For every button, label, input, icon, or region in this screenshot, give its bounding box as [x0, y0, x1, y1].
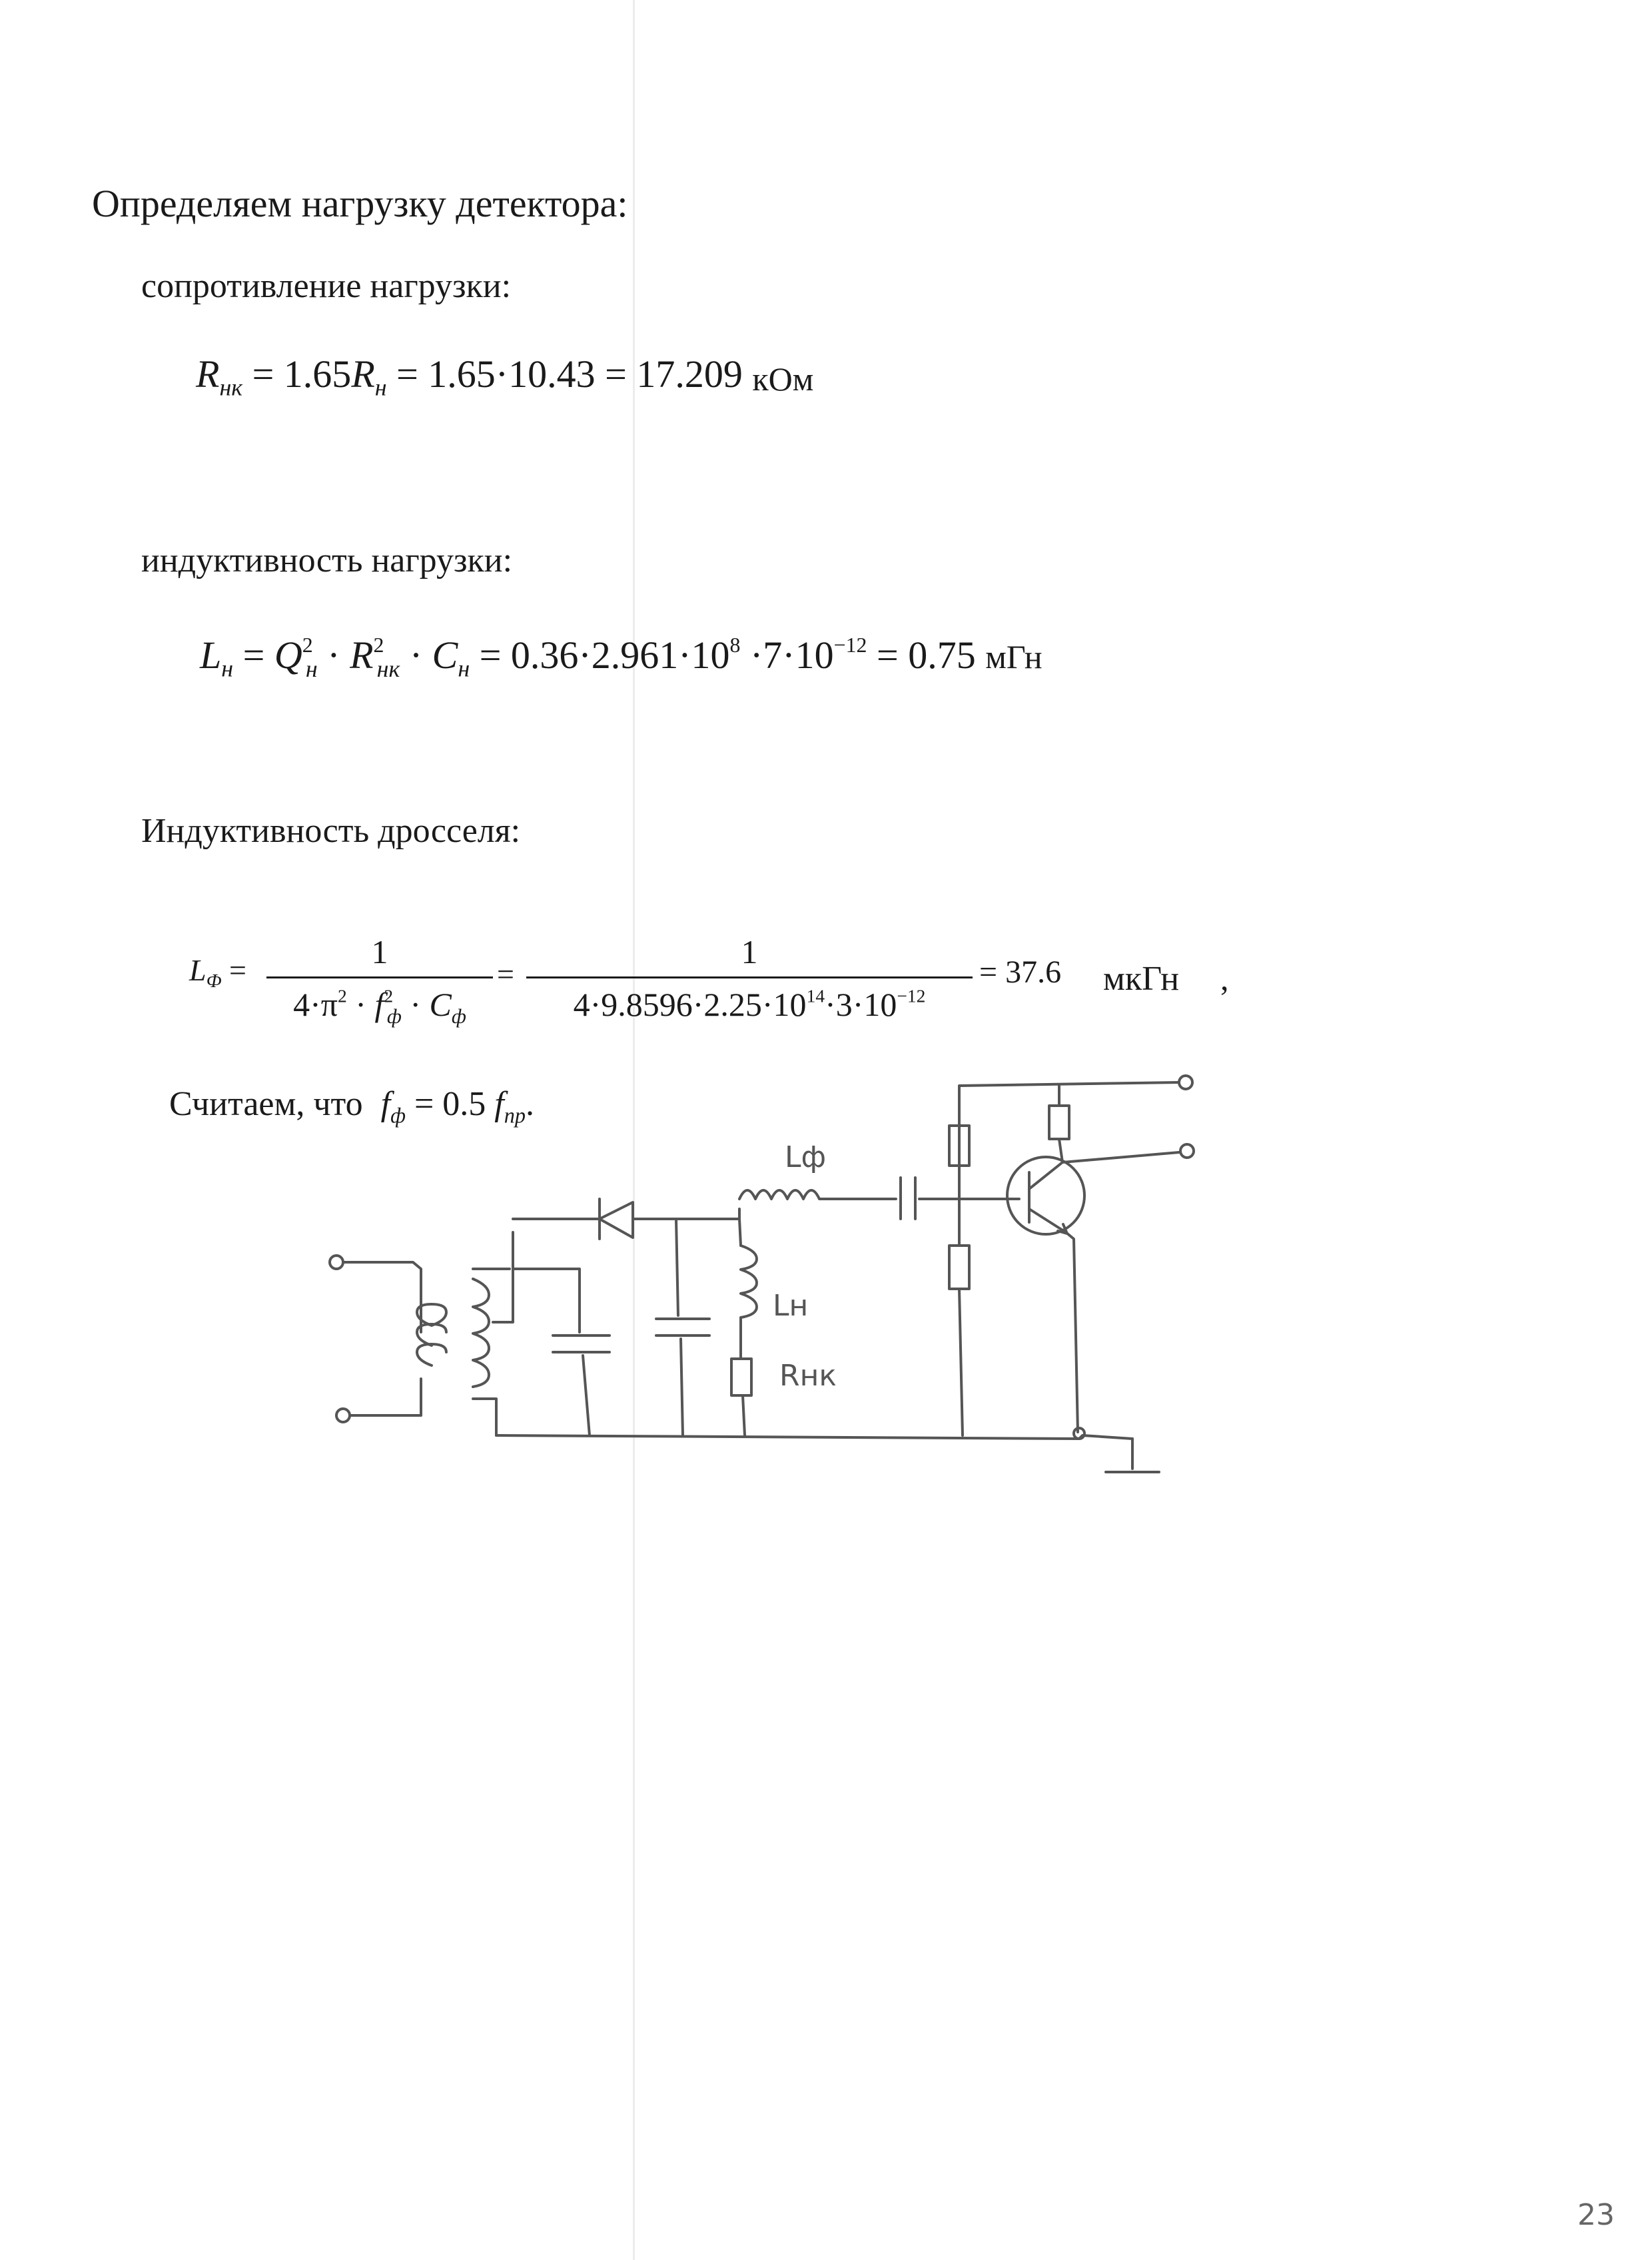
- wire-after-diode: [633, 1209, 739, 1219]
- trailing-comma: ,: [1220, 960, 1229, 997]
- freq-subscript: ф: [390, 1103, 406, 1128]
- eq-equals: =: [497, 957, 514, 991]
- fraction-denominator: $4\cdot\pi^2 \cdot f^2_ф \cdot C_ф$: [293, 985, 466, 1028]
- load-resistor-label: Rнк: [779, 1359, 837, 1393]
- filter-cap-wire: [676, 1219, 678, 1316]
- eq-symbol-q: Q: [274, 633, 302, 677]
- choke-result: = 37.6: [979, 954, 1062, 990]
- eq-subscript: н: [458, 655, 470, 682]
- eq-subscript: нк: [219, 374, 243, 401]
- eq-subscript: Ф: [206, 970, 222, 992]
- eq-superscript: −12: [833, 633, 867, 657]
- unit-label: кОм: [752, 360, 814, 398]
- freq-symbol: f: [494, 1085, 504, 1123]
- eq-subscript: н: [305, 655, 318, 682]
- collector-output-wire: [1059, 1139, 1179, 1162]
- transistor-body: [1007, 1157, 1084, 1234]
- output-terminal-bottom: [1180, 1144, 1194, 1158]
- den-f-sup: 2: [384, 985, 394, 1006]
- ground-bus: [496, 1435, 1132, 1439]
- freq-symbol: f: [380, 1085, 391, 1123]
- input-terminal-bottom: [336, 1409, 350, 1422]
- tank-capacitor: [553, 1335, 610, 1352]
- transistor-electrodes: [1029, 1162, 1066, 1232]
- filter-cap-lead: [681, 1339, 683, 1435]
- bias-top-wire: [959, 1082, 1179, 1199]
- eq-symbol-r: R: [196, 352, 220, 396]
- den-part: 4·π: [293, 986, 338, 1023]
- den-c-sub: ф: [451, 1004, 466, 1028]
- eq-part: = 0.36·2.961·10: [470, 633, 730, 677]
- rn-lead: [743, 1395, 745, 1435]
- eq-symbol-c: C: [432, 633, 458, 677]
- collector-resistor: [1049, 1106, 1069, 1139]
- den-part: ·3·10: [825, 986, 897, 1023]
- input-terminal-top: [330, 1256, 343, 1269]
- eq-symbol-r2: R: [351, 352, 375, 396]
- load-coil: [741, 1246, 757, 1318]
- eq-subscript: н: [221, 655, 234, 682]
- load-inductance-label: индуктивность нагрузки:: [141, 542, 513, 579]
- diode: [600, 1199, 633, 1239]
- emitter-wire: [1066, 1232, 1078, 1432]
- coupling-capacitor: [856, 1178, 959, 1219]
- eq-symbol-r: R: [350, 633, 374, 677]
- fraction-numerator: 1: [371, 933, 388, 970]
- transformer-secondary: [473, 1279, 489, 1387]
- den-exp: −12: [897, 985, 926, 1006]
- eq-equals: =: [242, 633, 265, 677]
- fraction-numerator: 1: [741, 933, 758, 970]
- den-f-sub: ф: [386, 1004, 402, 1028]
- eq-symbol-l: L: [189, 953, 206, 987]
- tank-cap-lead: [583, 1355, 590, 1435]
- coil-leads: [473, 1269, 510, 1435]
- eq-dot: ·: [327, 633, 340, 677]
- choke-label: Lф: [785, 1140, 827, 1174]
- input-wire-bottom: [350, 1379, 421, 1415]
- eq-symbol-l: L: [200, 633, 222, 677]
- assumption-text: Считаем, что: [169, 1085, 363, 1123]
- bias-resistor-bottom: [949, 1246, 969, 1289]
- den-exp: 2: [338, 985, 347, 1006]
- load-resistor: [731, 1359, 751, 1395]
- tank-cap-wire: [513, 1269, 580, 1332]
- freq-subscript: пр: [504, 1103, 526, 1128]
- assumption-mid: = 0.5: [405, 1085, 486, 1123]
- output-terminal-top: [1179, 1076, 1192, 1089]
- den-c: C: [429, 986, 452, 1023]
- eq-part: = 1.65: [242, 352, 352, 396]
- den-exp: 14: [806, 985, 825, 1006]
- den-f: f: [374, 986, 384, 1023]
- input-wire-top: [343, 1262, 421, 1332]
- bias-bottom-wire: [959, 1199, 963, 1435]
- filter-capacitor: [656, 1319, 709, 1335]
- choke-inductance-label: Индуктивность дросселя:: [141, 812, 521, 850]
- load-resistance-label: сопротивление нагрузки:: [141, 267, 512, 305]
- eq-superscript: 2: [373, 633, 384, 657]
- eq-part: = 1.65·10.43 = 17.209: [386, 352, 743, 396]
- eq-part: = 0.75: [867, 633, 976, 677]
- load-coil-label: Lн: [773, 1289, 809, 1323]
- tap-wire: [493, 1232, 513, 1322]
- eq-superscript: 2: [302, 633, 313, 657]
- choke-lhs: $L_Ф$ =: [189, 953, 246, 992]
- eq-superscript: 8: [729, 633, 741, 657]
- choke-coil: [739, 1190, 856, 1199]
- assumption-end: .: [525, 1085, 534, 1123]
- ground-symbol: [1106, 1439, 1159, 1472]
- eq-subscript: н: [374, 374, 387, 401]
- unit-label: мкГн: [1103, 960, 1180, 998]
- eq-part: ·7·10: [740, 633, 834, 677]
- unit-label: мГн: [985, 638, 1042, 675]
- section-heading: Определяем нагрузку детектора:: [92, 182, 628, 225]
- eq-subscript: нк: [376, 655, 400, 682]
- page-number: 23: [1577, 2198, 1615, 2232]
- eq-dot: ·: [409, 633, 423, 677]
- ln-wire: [739, 1219, 741, 1246]
- den-part: 4·9.8596·2.25·10: [573, 986, 807, 1023]
